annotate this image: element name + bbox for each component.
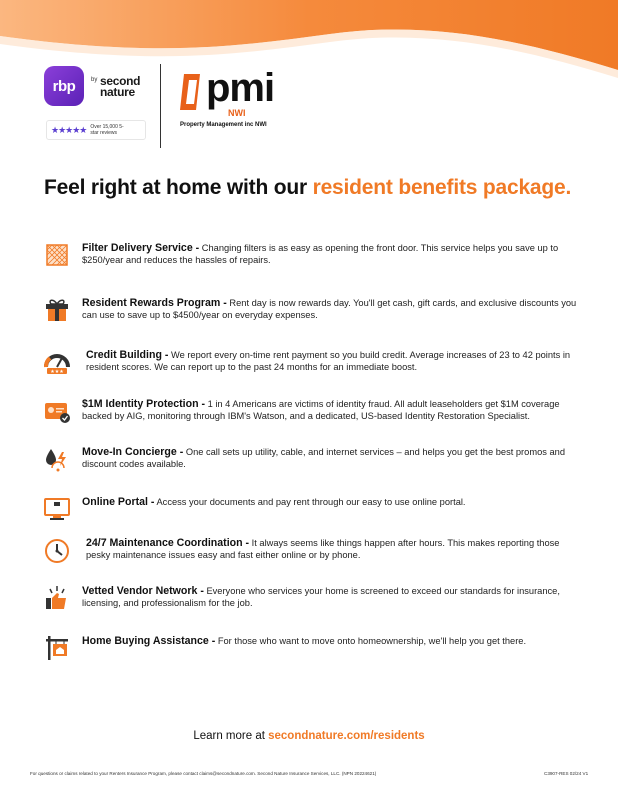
- benefit-credit-building: [44, 349, 584, 389]
- gift-icon: [44, 297, 70, 323]
- benefit-description: We report every on-time rent payment so you build credit. Average increases of 23 to 42 points in resident scores. We can report up to the past 24 months for an immediate boost.: [86, 350, 571, 372]
- reviews-text: Over 15,000 5-star reviews: [90, 124, 124, 136]
- benefit-title: Move-In Concierge -: [82, 446, 184, 458]
- monitor-icon: [44, 496, 70, 522]
- benefit-title: 24/7 Maintenance Coordination -: [86, 537, 250, 549]
- headline-prefix: Feel right at home with our: [44, 176, 313, 199]
- benefit-title: Credit Building -: [86, 349, 169, 361]
- svg-text:★★★: ★★★: [50, 369, 64, 375]
- benefit-description: It always seems like things happen after hours. This makes reporting those pesky maintenance issues easy and fast either online or by phone.: [86, 538, 560, 560]
- benefit-description: 1 in 4 Americans are victims of identity fraud. All adult leaseholders get $1M coverage backed by AIG, monitoring through IBM's Watson, and a dedicated, US-based Identity Restoration Specialist.: [82, 399, 560, 421]
- benefit-move-in-concierge: [44, 446, 584, 486]
- rbp-by-label: by: [91, 77, 98, 83]
- clock-icon: [44, 537, 70, 563]
- thumbs-up-icon: [44, 585, 70, 611]
- benefit-title: Resident Rewards Program -: [82, 297, 227, 309]
- benefit-description: One call sets up utility, cable, and internet services – and helps you get the best promos and discount codes available.: [82, 447, 565, 469]
- page-headline: [44, 176, 571, 200]
- benefit-filter-delivery: [44, 242, 584, 282]
- benefit-description: For those who want to move onto homeownership, we'll help you get there.: [215, 636, 527, 646]
- pmi-logo-text: pmi: [206, 66, 275, 110]
- benefit-identity-protection: [44, 398, 584, 438]
- learn-more-line: [0, 730, 618, 742]
- learn-more-prefix: Learn more at: [193, 730, 269, 742]
- benefit-description: Everyone who services your home is screened to exceed our standards for insurance, licensing, and professionalism for the job.: [82, 586, 560, 608]
- pmi-subtitle: Property Management inc NWI: [180, 122, 267, 128]
- headline-accent: resident benefits package.: [312, 176, 572, 199]
- benefit-title: $1M Identity Protection -: [82, 398, 206, 410]
- house-sign-icon: [44, 635, 70, 661]
- air-filter-icon: [44, 242, 70, 268]
- credit-gauge-icon: [44, 349, 70, 375]
- benefit-description: Changing filters is as easy as opening the front door. This service helps you save up to $250/year and reduces the hassles of repairs.: [82, 243, 559, 265]
- footer-code: C3907-RES 02/24 V1: [544, 771, 589, 776]
- utilities-icon: [44, 446, 70, 472]
- second-nature-logo-text: second nature: [100, 74, 141, 99]
- benefit-vetted-vendor: [44, 585, 584, 625]
- rbp-logo: rbp: [44, 66, 84, 106]
- residents-link[interactable]: secondnature.com/residents: [268, 730, 425, 742]
- benefit-maintenance: [44, 537, 584, 577]
- identity-card-icon: [44, 398, 70, 424]
- benefit-description: Access your documents and pay rent through our easy to use online portal.: [154, 497, 466, 507]
- star-rating-icon: ★★★★★: [51, 124, 87, 135]
- benefit-title: Online Portal -: [82, 496, 155, 508]
- logo-divider: [160, 64, 161, 148]
- benefit-title: Filter Delivery Service -: [82, 242, 200, 254]
- benefit-title: Vetted Vendor Network -: [82, 585, 204, 597]
- reviews-badge: [46, 120, 146, 140]
- benefit-home-buying: [44, 635, 584, 675]
- benefit-online-portal: [44, 496, 584, 536]
- pmi-logo: [180, 66, 310, 140]
- benefit-title: Home Buying Assistance -: [82, 635, 216, 647]
- footer-disclaimer: For questions or claims related to your Renters Insurance Program, please contact claims@secondnature.com. Second Nature Insurance Services, LLC. (NPN 20224621): [30, 771, 377, 776]
- benefit-description: Rent day is now rewards day. You'll get cash, gift cards, and exclusive discounts you can use to save up to $4500/year on everyday expenses.: [82, 298, 577, 320]
- pmi-nwi-label: NWI: [228, 108, 246, 118]
- benefit-resident-rewards: [44, 297, 584, 337]
- pmi-mark-icon: [180, 74, 202, 110]
